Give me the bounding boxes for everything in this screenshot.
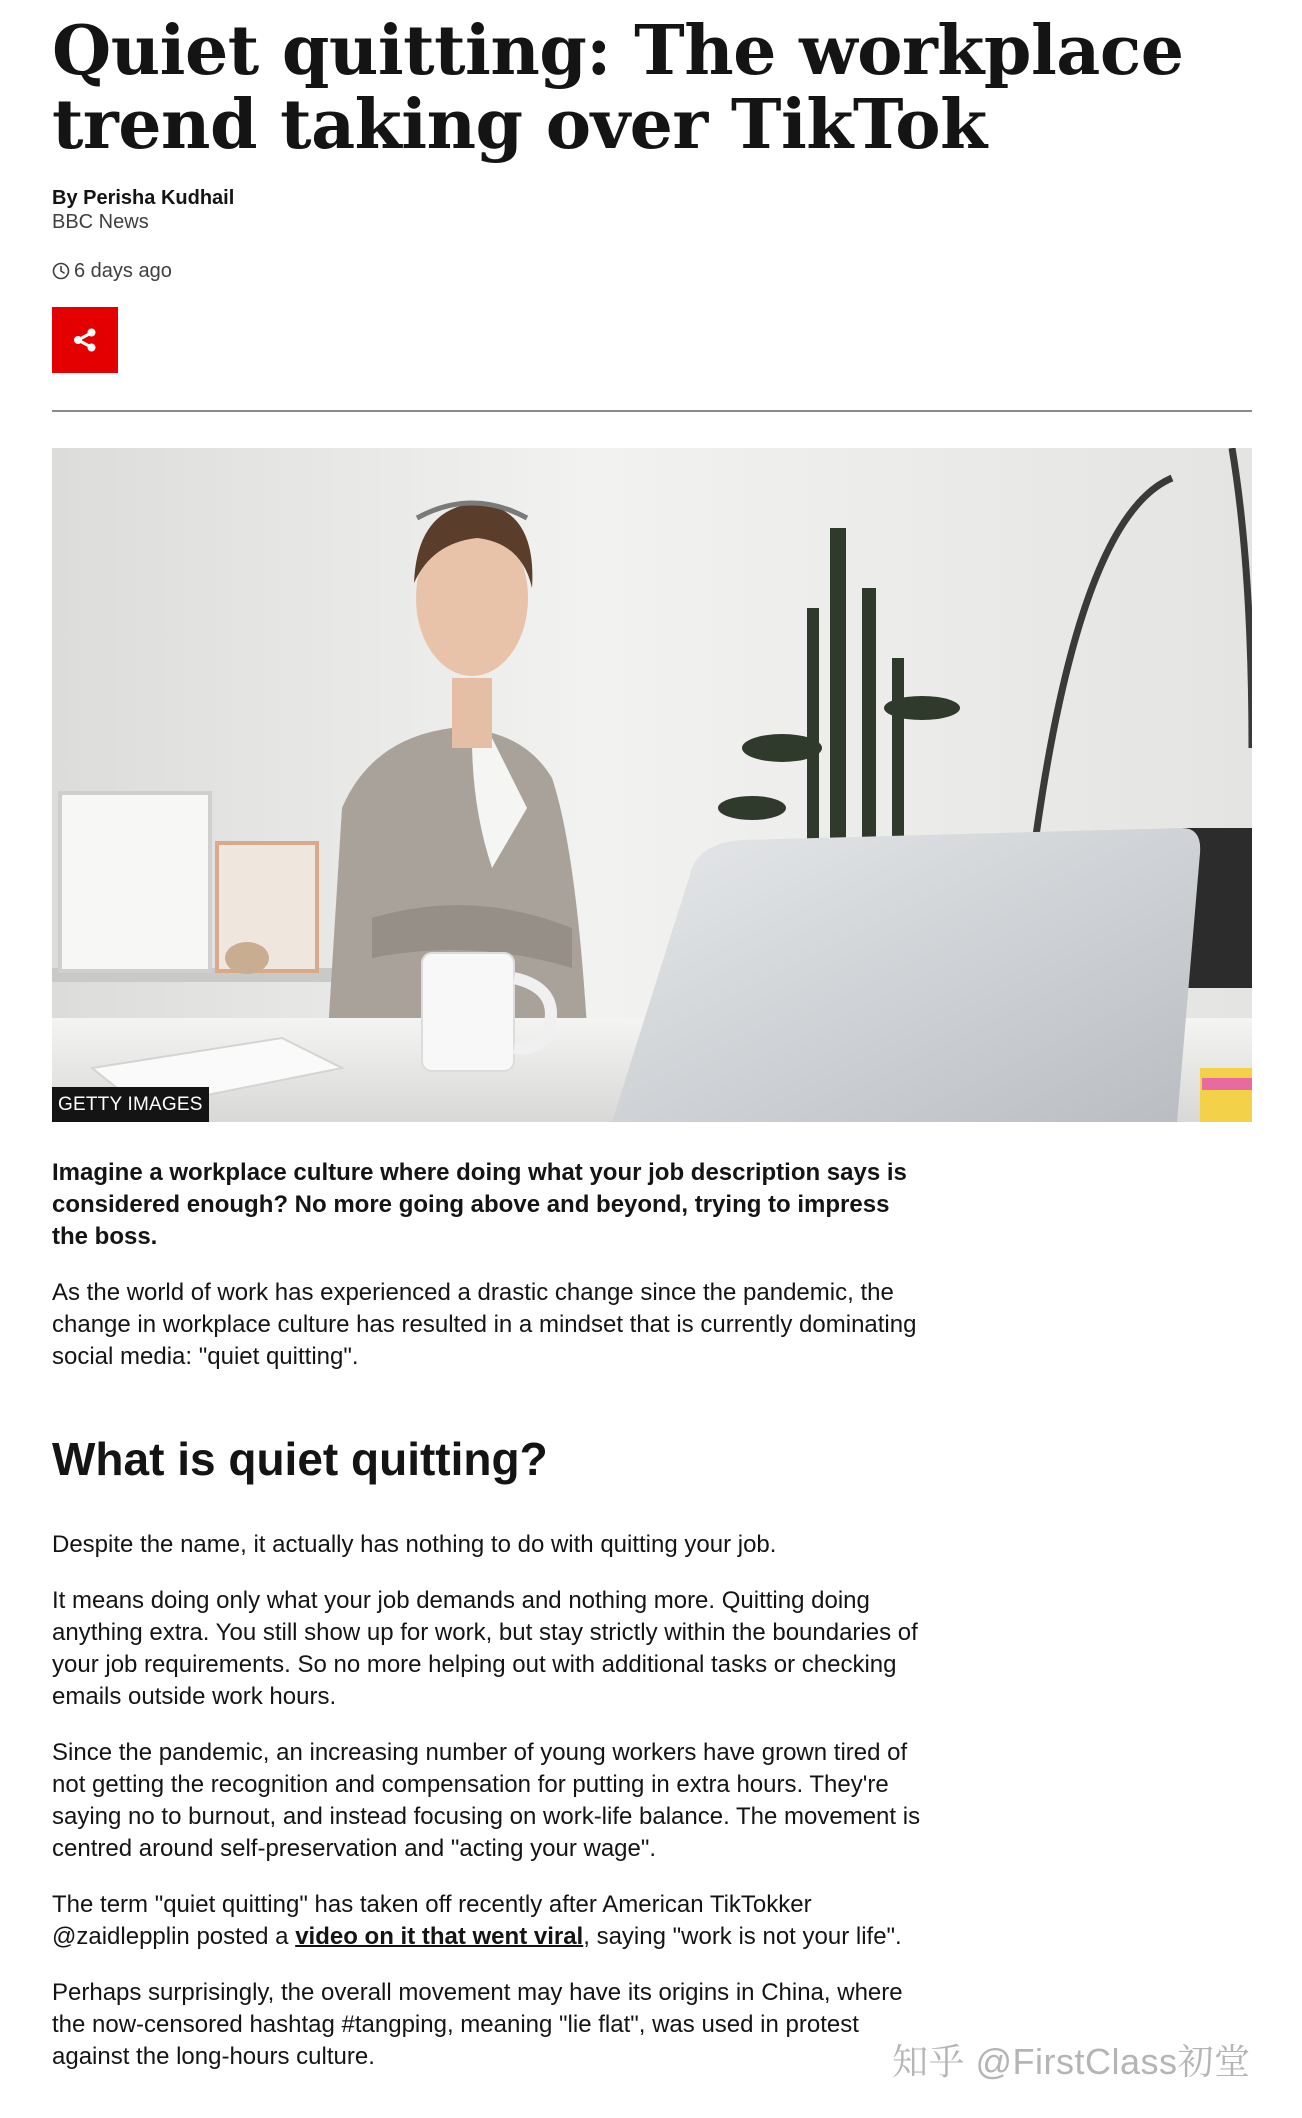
byline bbox=[52, 186, 234, 234]
section-heading: What is quiet quitting? bbox=[52, 1433, 548, 1485]
article-body bbox=[52, 1157, 932, 2097]
hero-image bbox=[52, 448, 1252, 1122]
paragraph-4: Since the pandemic, an increasing number of young workers have grown tired of not getting the recognition and compensation for putting in extra hours. They're saying no to burnout, and instead focusing on work-life balance. The movement is centred around self-preservation and "acting your wage". bbox=[52, 1739, 921, 1862]
paragraph-1: As the world of work has experienced a drastic change since the pandemic, the change in workplace culture has resulted in a mindset that is currently dominating social media: "quiet quitting". bbox=[52, 1279, 917, 1370]
image-credit: GETTY IMAGES bbox=[52, 1087, 209, 1122]
paragraph-5-start: The term "quiet quitting" has taken off recently after American TikTokker @zaidlepplin posted a bbox=[52, 1891, 812, 1950]
article-intro: Imagine a workplace culture where doing what your job description says is considered enough? No more going above and beyond, trying to impress the boss. bbox=[52, 1159, 907, 1250]
share-icon bbox=[72, 327, 98, 353]
publish-time bbox=[52, 258, 172, 284]
paragraph-2: Despite the name, it actually has nothing to do with quitting your job. bbox=[52, 1531, 777, 1558]
hero-photo bbox=[52, 448, 1252, 1122]
paragraph-6: Perhaps surprisingly, the overall movement may have its origins in China, where the now-censored hashtag #tangping, meaning "lie flat", was used in protest against the long-hours culture. bbox=[52, 1979, 903, 2070]
paragraph-3: It means doing only what your job demands and nothing more. Quitting doing anything extra. You still show up for work, but stay strictly within the boundaries of your job requirements. So no more helping out with additional tasks or checking emails outside work hours. bbox=[52, 1587, 918, 1710]
viral-video-link[interactable]: video on it that went viral bbox=[295, 1923, 584, 1950]
author-name: By Perisha Kudhail bbox=[52, 187, 235, 209]
paragraph-5 bbox=[52, 1889, 932, 1953]
share-button[interactable] bbox=[52, 307, 118, 373]
paragraph-5-end: , saying "work is not your life". bbox=[583, 1923, 902, 1950]
article-headline: Quiet quitting: The workplace trend taking over TikTok bbox=[52, 11, 1184, 165]
outlet-name: BBC News bbox=[52, 211, 149, 233]
watermark: 知乎 @FirstClass初堂 bbox=[892, 2041, 1251, 2082]
publish-time-label: 6 days ago bbox=[74, 260, 172, 282]
clock-icon bbox=[52, 262, 70, 280]
header-divider bbox=[52, 410, 1252, 412]
